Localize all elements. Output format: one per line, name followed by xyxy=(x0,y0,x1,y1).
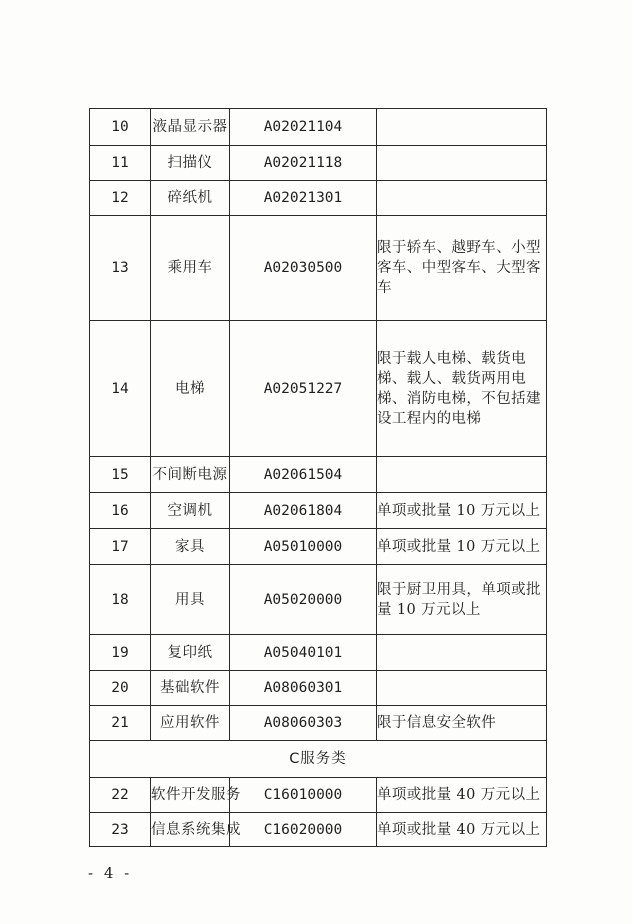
table-row xyxy=(90,216,547,321)
row-number: 15 xyxy=(90,457,151,493)
item-code: A02021104 xyxy=(230,109,377,146)
item-code: A08060301 xyxy=(230,671,377,706)
section-c-heading: C服务类 xyxy=(90,741,547,778)
item-code: A02021301 xyxy=(230,181,377,216)
item-remark: 限于载人电梯、载货电梯、载人、载货两用电梯、消防电梯，不包括建设工程内的电梯 xyxy=(377,321,547,457)
item-remark xyxy=(377,457,547,493)
table-row xyxy=(90,146,547,181)
item-remark xyxy=(377,635,547,671)
item-remark: 单项或批量 40 万元以上 xyxy=(377,778,547,813)
item-code: A05040101 xyxy=(230,635,377,671)
item-code: C16020000 xyxy=(230,813,377,847)
item-remark: 限于轿车、越野车、小型客车、中型客车、大型客车 xyxy=(377,216,547,321)
table-row xyxy=(90,706,547,741)
item-name: 信息系统集成 xyxy=(151,813,230,847)
item-code: A02030500 xyxy=(230,216,377,321)
table-row xyxy=(90,813,547,847)
section-header-row xyxy=(90,741,547,778)
table-row xyxy=(90,109,547,146)
item-remark: 单项或批量 10 万元以上 xyxy=(377,493,547,529)
item-name: 家具 xyxy=(151,529,230,565)
table-row xyxy=(90,321,547,457)
table-row xyxy=(90,529,547,565)
item-name: 电梯 xyxy=(151,321,230,457)
item-code: A02061804 xyxy=(230,493,377,529)
table-row xyxy=(90,493,547,529)
table-row xyxy=(90,778,547,813)
item-code: A02051227 xyxy=(230,321,377,457)
table-row xyxy=(90,635,547,671)
table-row xyxy=(90,181,547,216)
table-row xyxy=(90,457,547,493)
item-remark xyxy=(377,109,547,146)
item-code: A05010000 xyxy=(230,529,377,565)
item-remark: 限于信息安全软件 xyxy=(377,706,547,741)
item-name: 不间断电源 xyxy=(151,457,230,493)
item-code: A02021118 xyxy=(230,146,377,181)
row-number: 16 xyxy=(90,493,151,529)
item-name: 应用软件 xyxy=(151,706,230,741)
item-code: A02061504 xyxy=(230,457,377,493)
row-number: 14 xyxy=(90,321,151,457)
item-remark: 单项或批量 10 万元以上 xyxy=(377,529,547,565)
row-number: 18 xyxy=(90,565,151,635)
row-number: 10 xyxy=(90,109,151,146)
item-name: 碎纸机 xyxy=(151,181,230,216)
table-row xyxy=(90,671,547,706)
row-number: 20 xyxy=(90,671,151,706)
row-number: 13 xyxy=(90,216,151,321)
row-number: 11 xyxy=(90,146,151,181)
row-number: 23 xyxy=(90,813,151,847)
procurement-catalog-table xyxy=(89,108,547,847)
row-number: 21 xyxy=(90,706,151,741)
item-name: 软件开发服务 xyxy=(151,778,230,813)
table-row xyxy=(90,565,547,635)
row-number: 12 xyxy=(90,181,151,216)
item-remark: 限于厨卫用具，单项或批量 10 万元以上 xyxy=(377,565,547,635)
item-name: 复印纸 xyxy=(151,635,230,671)
item-name: 液晶显示器 xyxy=(151,109,230,146)
row-number: 19 xyxy=(90,635,151,671)
item-code: C16010000 xyxy=(230,778,377,813)
item-remark xyxy=(377,671,547,706)
row-number: 22 xyxy=(90,778,151,813)
item-name: 扫描仪 xyxy=(151,146,230,181)
item-remark xyxy=(377,181,547,216)
item-remark xyxy=(377,146,547,181)
row-number: 17 xyxy=(90,529,151,565)
page-number: - 4 - xyxy=(88,864,133,882)
item-name: 乘用车 xyxy=(151,216,230,321)
item-code: A08060303 xyxy=(230,706,377,741)
item-code: A05020000 xyxy=(230,565,377,635)
item-name: 用具 xyxy=(151,565,230,635)
item-remark: 单项或批量 40 万元以上 xyxy=(377,813,547,847)
item-name: 空调机 xyxy=(151,493,230,529)
item-name: 基础软件 xyxy=(151,671,230,706)
